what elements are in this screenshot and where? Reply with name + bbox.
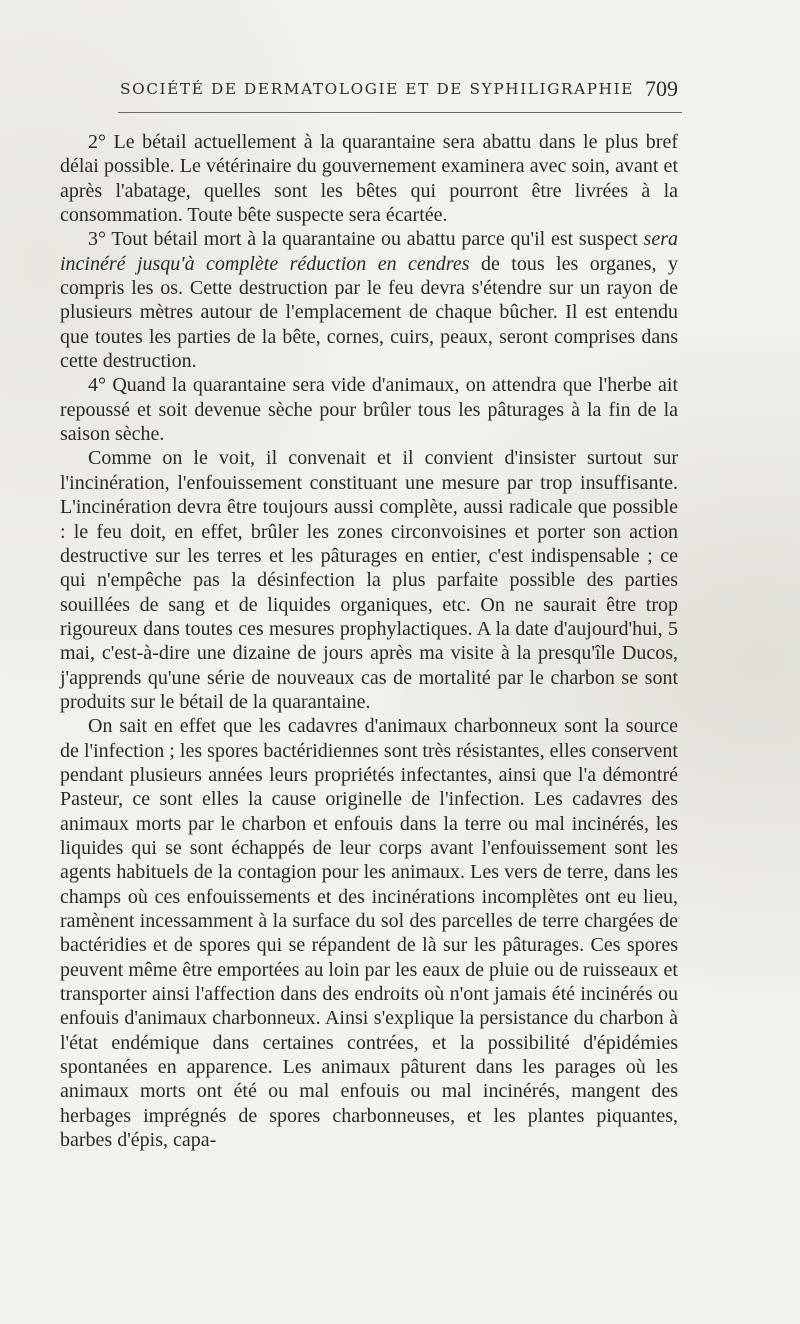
paragraph-item-3-start: 3° Tout bétail mort à la quarantaine ou abattu parce qu'il est suspect bbox=[88, 228, 644, 251]
running-title: SOCIÉTÉ DE DERMATOLOGIE ET DE SYPHILIGRAPHIE bbox=[120, 80, 635, 98]
paragraph-incineration: Comme on le voit, il convenait et il convient d'insister surtout sur l'incinération, l'enfouissement constituant une mesure par trop insuffisante. L'incinération devra être toujours aussi complète, aussi radicale que possible : le feu doit, en effet, brûler les zones circonvoisines et porter son action destructive sur les terres et les pâturages en entier, c'est indispensable ; ce qui n'empêche pas la désinfection la plus parfaite possible des parties souillées de sang et de liquides organiques, etc. On ne saurait être trop rigoureux dans toutes ces mesures prophylactiques. A la date d'aujourd'hui, 5 mai, c'est-à-dire une dizaine de jours après ma visite à la presqu'île Ducos, j'apprends qu'une série de nouveaux cas de mortalité par le charbon se sont produits sur le bétail de la quarantaine. bbox=[60, 447, 678, 713]
page-header bbox=[120, 76, 680, 104]
body-text bbox=[60, 130, 678, 1152]
paragraph-item-3-end: de tous les organes, y compris les os. Cette destruction par le feu devra s'étendre sur un rayon de plusieurs mètres autour de l'emplacement de chaque bûcher. Il est entendu que toutes les parties de la bête, cornes, cuirs, peaux, seront comprises dans cette destruction. bbox=[60, 252, 678, 373]
italic-phrase: sera incinéré jusqu'à complète réduction en cendres bbox=[60, 228, 678, 275]
paragraph-item-4: 4° Quand la quarantaine sera vide d'animaux, on attendra que l'herbe ait repoussé et soit devenue sèche pour brûler tous les pâturages à la fin de la saison sèche. bbox=[60, 374, 678, 446]
paragraph-item-3 bbox=[60, 227, 678, 373]
paragraph-spores: On sait en effet que les cadavres d'animaux charbonneux sont la source de l'infection ; les spores bactéridiennes sont très résistantes, elles conservent pendant plusieurs années leurs propriétés infectantes, ainsi que l'a démontré Pasteur, ce sont elles la cause originelle de l'infection. Les cadavres des animaux morts par le charbon et enfouis dans la terre ou mal incinérés, les liquides qui se sont échappés de leur corps avant l'enfouissement sont les agents habituels de la contagion pour les animaux. Les vers de terre, dans les champs où ces enfouissements et des incinérations incomplètes ont eu lieu, ramènent incessamment à la surface du sol des parcelles de terre chargées de bactéridies et de spores qui se répandent de là sur les pâturages. Ces spores peuvent même être emportées au loin par les eaux de pluie ou de ruisseaux et transporter ainsi l'affection dans des endroits où n'ont jamais été incinérés ou enfouis d'animaux charbonneux. Ainsi s'explique la persistance du charbon à l'état endémique dans certaines contrées, et la possibilité d'épidémies spontanées en apparence. Les animaux pâturent dans les parages où les animaux morts ont été ou mal enfouis ou mal incinérés, mangent des herbages imprégnés de spores charbonneuses, et les plantes piquantes, barbes d'épis, capa- bbox=[60, 715, 678, 1152]
paragraph-item-2: 2° Le bétail actuellement à la quarantaine sera abattu dans le plus bref délai possible. Le vétérinaire du gouvernement examinera avec soin, avant et après l'abatage, quelles sont les bêtes qui pourront être livrées à la consommation. Toute bête suspecte sera écartée. bbox=[60, 131, 678, 227]
page-number: 709 bbox=[645, 76, 678, 101]
header-rule bbox=[118, 112, 682, 113]
